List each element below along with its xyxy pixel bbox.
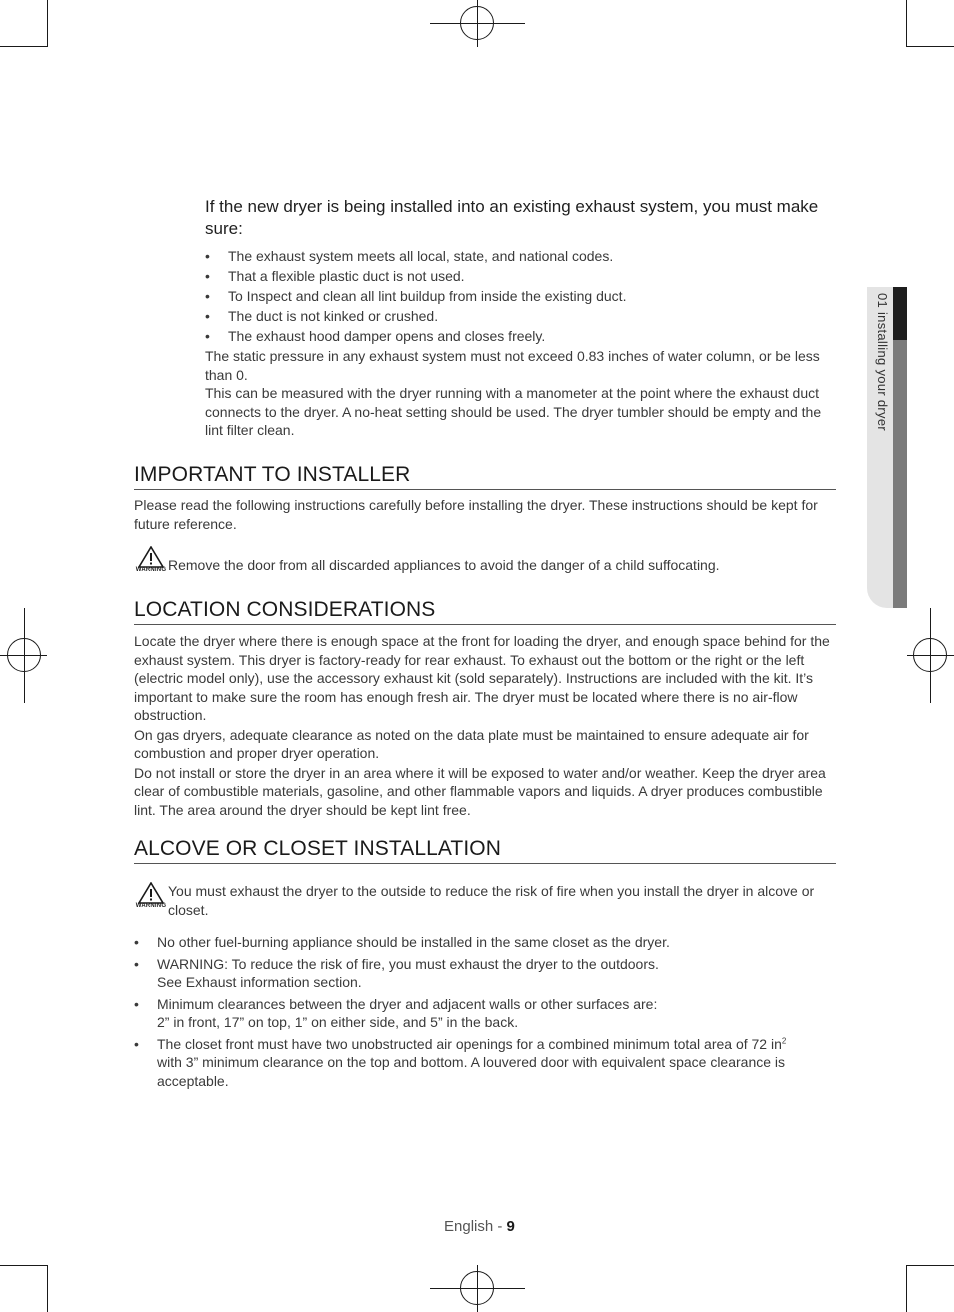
warning-label: WARNING [135, 903, 167, 909]
list-item: • The exhaust hood damper opens and closes freely. [205, 326, 835, 346]
crop-mark-top-left-h [0, 46, 47, 47]
alcove-section [134, 837, 836, 1093]
side-tab-label: 01 installing your dryer [875, 293, 890, 431]
list-item: • To Inspect and clean all lint buildup from inside the existing duct. [205, 286, 835, 306]
warning-text: Remove the door from all discarded appliances to avoid the danger of a child suffocating. [168, 557, 720, 573]
crop-mark-bottom-left-v [47, 1265, 48, 1312]
crop-mark-top-right-v [906, 0, 907, 47]
superscript: 2 [781, 1035, 787, 1045]
warning-notice [134, 546, 836, 575]
location-paragraph-3: Do not install or store the dryer in an area where it will be exposed to water and/or weather. Keep the dryer area clear of combustible materials, gasoline, and other flammable vapors and liquids. A dryer produces combustible lint. The area around the dryer should be kept lint free. [134, 764, 826, 818]
list-item [134, 955, 836, 992]
location-paragraph-1: Locate the dryer where there is enough space at the front for loading the dryer, and enough space behind for the exhaust system. This dryer is factory-ready for rear exhaust. To exhaust out the bottom or the right or the left (electric model only), use the accessory exhaust kit (sold separately). Instructions are included with the kit. It’s important to make sure the room has enough fresh air. The dryer must be located where there is no air-flow obstruction. [134, 633, 830, 723]
list-item: • The exhaust system meets all local, state, and national codes. [205, 246, 835, 266]
section-title: ALCOVE OR CLOSET INSTALLATION [134, 837, 836, 864]
warning-label: WARNING [135, 567, 167, 573]
list-item-text: WARNING: To reduce the risk of fire, you must exhaust the dryer to the outdoors. [157, 955, 659, 972]
section-title: LOCATION CONSIDERATIONS [134, 598, 836, 625]
warning-notice [134, 882, 836, 919]
crop-mark-bottom-right-v [906, 1265, 907, 1312]
location-section [134, 598, 836, 819]
important-section [134, 463, 836, 575]
section-title: IMPORTANT TO INSTALLER [134, 463, 836, 490]
intro-section [205, 196, 835, 440]
crop-mark-bottom-right-h [907, 1265, 954, 1266]
list-item-text: The closet front must have two unobstructed air openings for a combined minimum total area of 72 in [157, 1035, 782, 1052]
crop-mark-bottom-left-h [0, 1265, 47, 1266]
intro-heading: If the new dryer is being installed into an existing exhaust system, you must make sure: [205, 197, 819, 238]
list-item [134, 995, 836, 1032]
important-paragraph: Please read the following instructions carefully before installing the dryer. These instructions should be kept for future reference. [134, 497, 818, 532]
crop-mark-top-right-h [907, 46, 954, 47]
alcove-bullet-list [134, 933, 836, 1090]
page-footer [444, 1218, 515, 1235]
warning-icon [134, 546, 168, 573]
list-item [134, 1035, 836, 1091]
crop-mark-top-left-v [47, 0, 48, 47]
warning-text: You must exhaust the dryer to the outside to reduce the risk of fire when you install the dryer in alcove or closet. [168, 883, 815, 918]
page-number: 9 [506, 1218, 515, 1235]
list-item-text: No other fuel-burning appliance should be installed in the same closet as the dryer. [157, 934, 670, 950]
manometer-paragraph: This can be measured with the dryer running with a manometer at the point where the exhaust duct connects to the dryer. A no-heat setting should be used. The dryer tumbler should be empty and the lint filter clean. [205, 385, 822, 438]
location-paragraph-2: On gas dryers, adequate clearance as noted on the data plate must be maintained to ensure adequate air for combustion and proper dryer operation. [134, 726, 809, 761]
list-item-text: with 3” minimum clearance on the top and bottom. A louvered door with equivalent space clearance is acceptable. [157, 1054, 786, 1089]
list-item-text: See Exhaust information section. [157, 974, 362, 990]
warning-icon [134, 882, 168, 909]
intro-bullet-list [205, 246, 835, 346]
footer-language: English - [444, 1218, 507, 1235]
list-item: • The duct is not kinked or crushed. [205, 306, 835, 326]
list-item-text: 2” in front, 17” on top, 1” on either side, and 5” in the back. [157, 1014, 519, 1030]
static-pressure-paragraph: The static pressure in any exhaust system must not exceed 0.83 inches of water column, or be less than 0. [205, 348, 820, 383]
list-item [134, 933, 836, 952]
list-item-text: Minimum clearances between the dryer and adjacent walls or other surfaces are: [157, 995, 658, 1012]
list-item: • That a flexible plastic duct is not used. [205, 266, 835, 286]
